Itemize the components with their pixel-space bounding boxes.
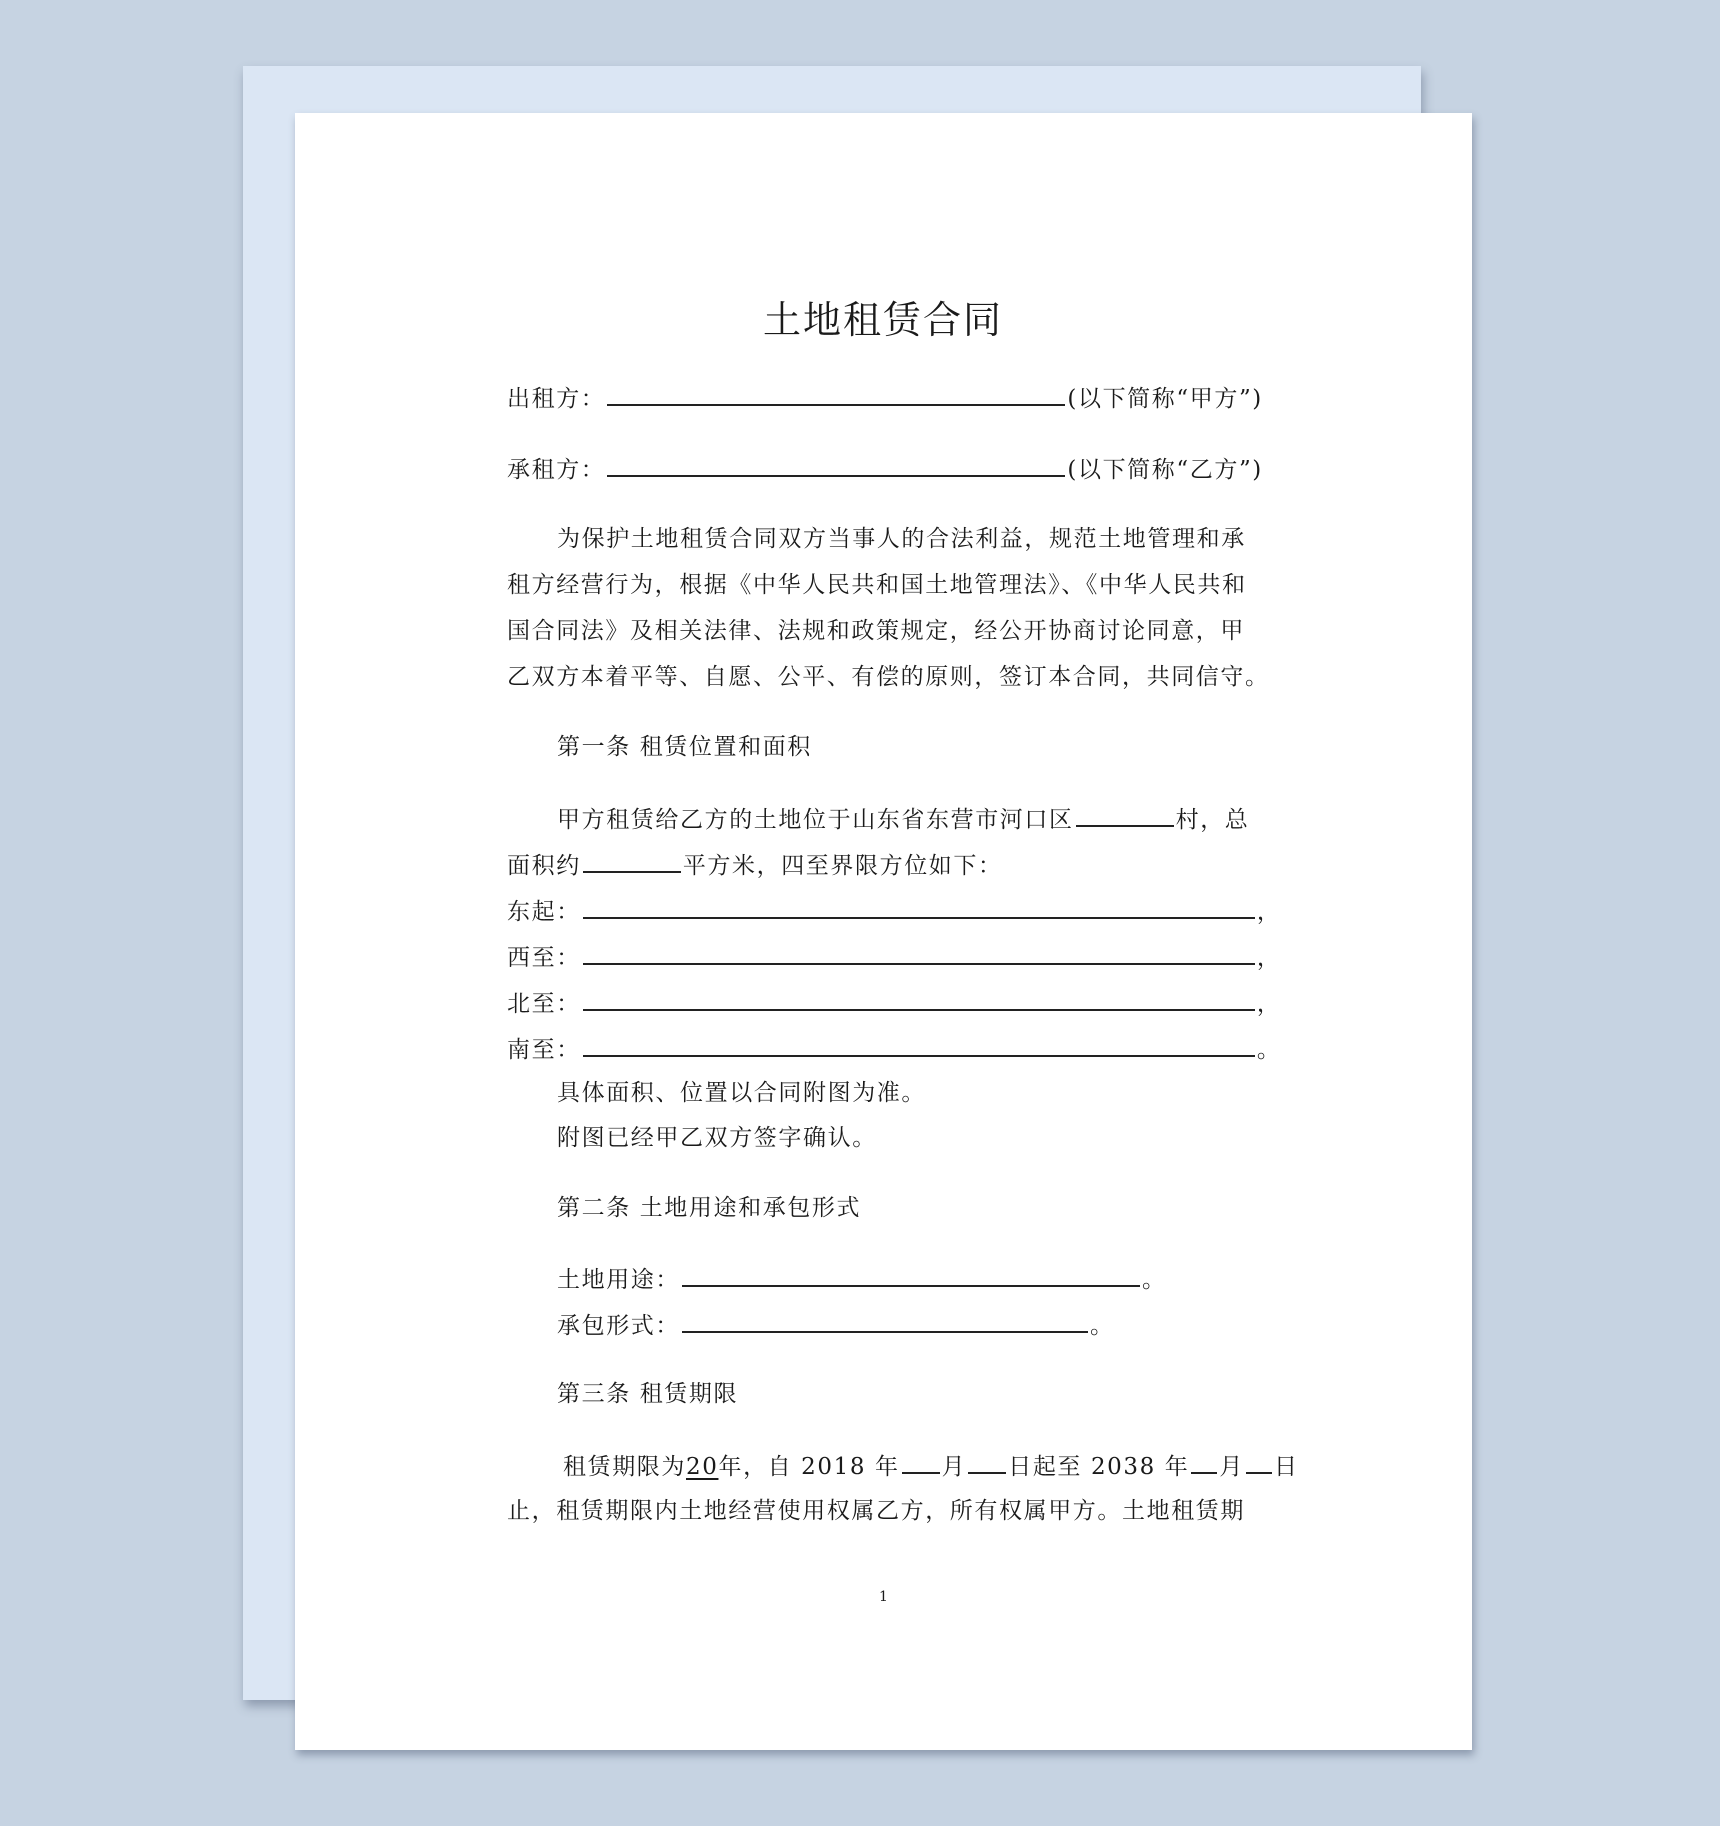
land-use-line (507, 1263, 1259, 1295)
term-text: 日起至 2038 年 (1008, 1454, 1190, 1480)
land-use-label: 土地用途： (557, 1267, 680, 1293)
contract-form-line (507, 1309, 1259, 1341)
end-month-blank[interactable] (1191, 1450, 1217, 1474)
boundary-label: 北至： (507, 991, 581, 1017)
boundary-blank[interactable] (583, 895, 1255, 919)
start-day-blank[interactable] (968, 1450, 1006, 1474)
boundary-end: ， (1256, 899, 1282, 925)
location-text: 甲方租赁给乙方的土地位于山东省东营市河口区 (557, 807, 1074, 833)
lessee-suffix: (以下简称“乙方”) (1067, 457, 1263, 483)
contract-form-label: 承包形式： (557, 1313, 680, 1339)
article3-heading: 第三条 租赁期限 (557, 1381, 739, 1407)
term-text: 月 (941, 1454, 967, 1480)
lessor-blank[interactable] (607, 382, 1065, 406)
boundary-blank[interactable] (583, 941, 1255, 965)
contract-form-blank[interactable] (682, 1309, 1088, 1333)
preamble-line: 国合同法》及相关法律、法规和政策规定，经公开协商讨论同意，甲 (507, 618, 1245, 644)
start-month-blank[interactable] (902, 1450, 940, 1474)
boundary-label: 南至： (507, 1037, 581, 1063)
article1-heading: 第一条 租赁位置和面积 (557, 734, 812, 760)
term-text: 月 (1219, 1454, 1244, 1480)
preamble-line: 乙双方本着平等、自愿、公平、有偿的原则，签订本合同，共同信守。 (507, 664, 1270, 690)
boundary-east (507, 895, 1282, 927)
article1-note: 附图已经甲乙双方签字确认。 (557, 1125, 877, 1151)
land-use-blank[interactable] (682, 1263, 1140, 1287)
boundary-end: ， (1256, 991, 1282, 1017)
article1-note: 具体面积、位置以合同附图为准。 (557, 1080, 926, 1106)
term-text: 日 (1274, 1454, 1299, 1480)
document-title: 土地租赁合同 (762, 298, 1003, 342)
preamble-line: 租方经营行为，根据《中华人民共和国土地管理法》、《中华人民共和 (507, 572, 1247, 598)
location-suffix: 村，总 (1175, 807, 1250, 833)
land-use-end: 。 (1142, 1267, 1167, 1293)
boundary-west (507, 941, 1282, 973)
boundary-north (507, 987, 1282, 1019)
end-day-blank[interactable] (1246, 1450, 1272, 1474)
article1-area-line (507, 849, 1259, 881)
boundary-blank[interactable] (583, 1033, 1255, 1057)
article1-location-line (507, 803, 1259, 835)
area-blank[interactable] (583, 849, 681, 873)
boundary-south (507, 1033, 1282, 1065)
article2-heading: 第二条 土地用途和承包形式 (557, 1195, 862, 1221)
page-number: 1 (879, 1589, 888, 1605)
village-blank[interactable] (1076, 803, 1174, 827)
lessee-blank[interactable] (607, 453, 1065, 477)
boundary-label: 东起： (507, 899, 581, 925)
boundary-end: 。 (1256, 1037, 1282, 1063)
lessee-label: 承租方： (507, 457, 606, 483)
area-text: 面积约 (507, 853, 581, 879)
lessor-label: 出租方： (507, 386, 606, 412)
lease-term-line (507, 1450, 1299, 1482)
lessor-line (507, 382, 1263, 414)
lease-term-line-2: 止，租赁期限内土地经营使用权属乙方，所有权属甲方。土地租赁期 (507, 1498, 1245, 1524)
lessee-line (507, 453, 1263, 485)
boundary-label: 西至： (507, 945, 581, 971)
term-text: 年，自 2018 年 (718, 1454, 900, 1480)
contract-form-end: 。 (1090, 1313, 1115, 1339)
boundary-blank[interactable] (583, 987, 1255, 1011)
area-suffix: 平方米，四至界限方位如下： (682, 853, 1003, 879)
term-text: 租赁期限为 (563, 1454, 686, 1480)
lessor-suffix: (以下简称“甲方”) (1067, 386, 1263, 412)
boundary-end: ， (1256, 945, 1282, 971)
document-page (295, 113, 1472, 1750)
term-years: 20 (686, 1454, 719, 1480)
preamble-line: 为保护土地租赁合同双方当事人的合法利益，规范土地管理和承 (557, 526, 1246, 552)
